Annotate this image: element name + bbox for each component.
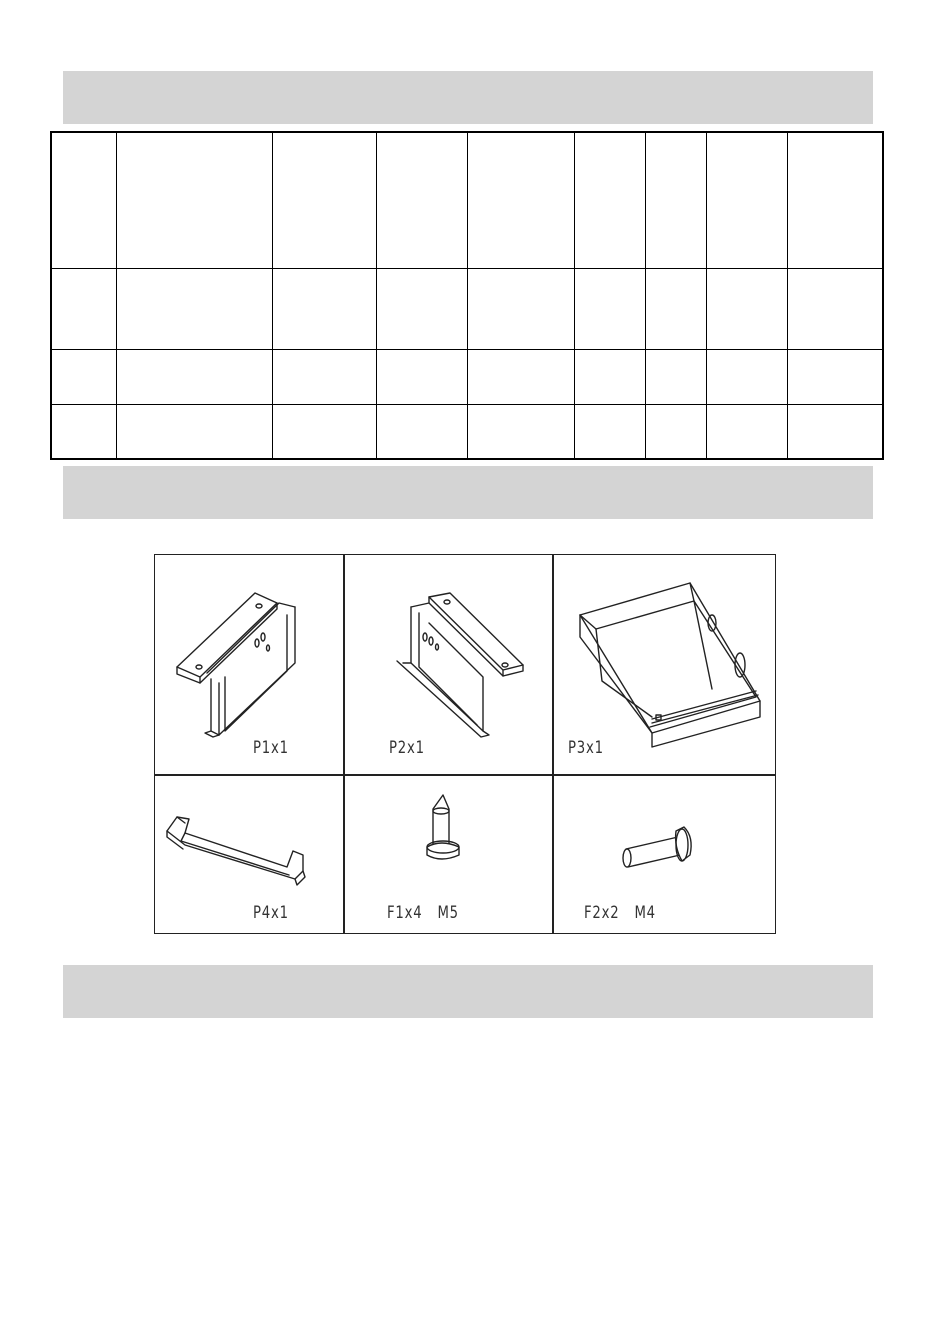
specification-table [50,131,884,460]
table-cell [467,268,574,349]
table-cell [376,404,467,459]
handle-icon [155,775,343,935]
table-cell [706,349,787,404]
table-cell [706,268,787,349]
table-cell [116,268,272,349]
section-header-bar [63,71,873,124]
part-cell-p3 [552,555,776,774]
table-cell [467,349,574,404]
table-cell [574,404,645,459]
table-cell [376,349,467,404]
table-header-row [51,132,883,268]
table-cell [645,268,706,349]
part-cell-f1 [343,775,552,935]
part-cell-f2 [552,775,776,935]
part-label: F2x2 M4 [584,903,656,923]
table-cell [787,268,883,349]
table-cell [272,132,376,268]
part-cell-p1 [155,555,343,774]
table-cell [51,349,116,404]
table-row [51,268,883,349]
table-row [51,404,883,459]
table-cell [51,132,116,268]
table-cell [574,268,645,349]
table-cell [272,268,376,349]
section-header-bar [63,466,873,519]
part-label: P3x1 [568,738,604,758]
table-cell [645,349,706,404]
part-label: P1x1 [253,738,289,758]
part-cell-p2 [343,555,552,774]
section-header-bar [63,965,873,1018]
table-cell [51,404,116,459]
table-cell [51,268,116,349]
part-label: F1x4 M5 [387,903,459,923]
table-cell [116,349,272,404]
table-cell [574,349,645,404]
table-cell [706,404,787,459]
table-cell [645,404,706,459]
table-cell [787,404,883,459]
table-cell [787,132,883,268]
part-label: P2x1 [389,738,425,758]
table-cell [467,404,574,459]
table-cell [116,404,272,459]
table-cell [376,132,467,268]
table-cell [574,132,645,268]
table-cell [467,132,574,268]
table-cell [787,349,883,404]
parts-diagram [154,554,776,934]
part-cell-p4 [155,775,343,935]
table-cell [116,132,272,268]
table-cell [272,404,376,459]
part-label: P4x1 [253,903,289,923]
table-cell [272,349,376,404]
bracket-right-icon [343,555,552,774]
table-cell [645,132,706,268]
table-row [51,349,883,404]
bracket-left-icon [155,555,343,774]
table-cell [706,132,787,268]
table-cell [376,268,467,349]
